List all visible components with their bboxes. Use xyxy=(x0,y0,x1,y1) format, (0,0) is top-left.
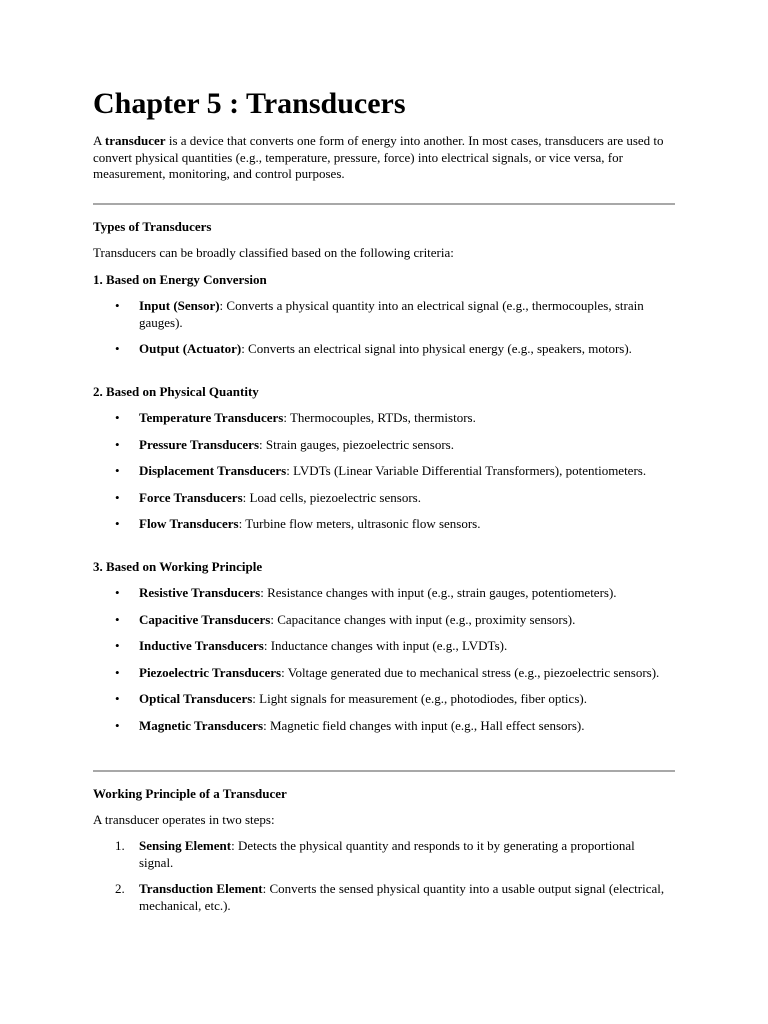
item-desc: : LVDTs (Linear Variable Differential Transformers), potentiometers. xyxy=(286,463,647,478)
intro-rest: is a device that converts one form of energy into another. In most cases, transducers are used to convert physical quantities (e.g., temperature, pressure, force) into electrical signals, or vice versa, for measurement, monitoring, and control purposes. xyxy=(93,133,664,181)
list-item xyxy=(93,718,665,735)
principle-heading: 3. Based on Working Principle xyxy=(93,559,263,574)
step-number: 2. xyxy=(115,881,125,896)
item-desc: : Load cells, piezoelectric sensors. xyxy=(242,489,421,505)
item-term: Force Transducers xyxy=(139,489,243,505)
energy-list xyxy=(93,298,675,368)
list-item xyxy=(93,585,665,602)
energy-heading: 1. Based on Energy Conversion xyxy=(93,272,267,287)
working-heading: Working Principle of a Transducer xyxy=(93,786,287,801)
step-number: 1. xyxy=(115,838,125,853)
list-item xyxy=(93,838,665,871)
types-heading: Types of Transducers xyxy=(93,219,212,234)
list-item xyxy=(93,341,665,358)
item-desc: : Magnetic field changes with input (e.g., Hall effect sensors). xyxy=(263,717,585,733)
list-item xyxy=(93,463,665,480)
list-item xyxy=(93,612,665,629)
item-term: Piezoelectric Transducers xyxy=(139,664,282,680)
intro-term: transducer xyxy=(104,133,166,148)
item-term: Flow Transducers xyxy=(139,516,239,531)
item-term: Output (Actuator) xyxy=(139,341,242,356)
item-desc: : Resistance changes with input (e.g., strain gauges, potentiometers). xyxy=(260,585,617,600)
list-item xyxy=(93,516,665,533)
physical-heading: 2. Based on Physical Quantity xyxy=(93,384,259,399)
list-item xyxy=(93,410,665,427)
item-term: Resistive Transducers xyxy=(139,585,261,600)
item-term: Magnetic Transducers xyxy=(139,717,264,733)
item-term: Displacement Transducers xyxy=(139,463,287,478)
item-desc: : Converts the sensed physical quantity into a usable output signal (electrical, mechanical, etc.). xyxy=(139,881,665,913)
item-desc: : Detects the physical quantity and responds to it by generating a proportional signal. xyxy=(139,838,635,870)
list-item xyxy=(93,638,665,655)
item-desc: : Inductance changes with input (e.g., LVDTs). xyxy=(263,638,508,653)
item-desc: : Voltage generated due to mechanical stress (e.g., piezoelectric sensors). xyxy=(281,664,660,680)
item-desc: : Strain gauges, piezoelectric sensors. xyxy=(259,436,454,452)
item-term: Sensing Element xyxy=(139,838,232,853)
item-desc: : Converts an electrical signal into physical energy (e.g., speakers, motors). xyxy=(241,341,632,356)
item-term: Transduction Element xyxy=(139,881,263,896)
list-item xyxy=(93,881,665,914)
item-term: Temperature Transducers xyxy=(139,410,284,425)
item-term: Inductive Transducers xyxy=(139,638,264,653)
item-term: Capacitive Transducers xyxy=(139,611,271,627)
types-text: Transducers can be broadly classified based on the following criteria: xyxy=(93,245,454,260)
item-term: Optical Transducers xyxy=(139,691,253,706)
item-desc: : Turbine flow meters, ultrasonic flow sensors. xyxy=(238,516,481,531)
item-desc: : Thermocouples, RTDs, thermistors. xyxy=(283,410,476,425)
list-item xyxy=(93,665,665,682)
physical-list xyxy=(93,410,675,543)
item-desc: : Converts a physical quantity into an electrical signal (e.g., thermocouples, strain gauges). xyxy=(139,298,644,330)
list-item xyxy=(93,298,665,331)
intro-lead: A xyxy=(93,133,105,148)
section-divider xyxy=(93,203,675,205)
item-term: Pressure Transducers xyxy=(139,436,260,452)
item-desc: : Light signals for measurement (e.g., photodiodes, fiber optics). xyxy=(252,691,587,706)
list-item xyxy=(93,437,665,454)
chapter-title: Chapter 5 : Transducers xyxy=(93,87,406,120)
working-steps xyxy=(93,838,675,924)
list-item xyxy=(93,490,665,507)
principle-list xyxy=(93,585,675,744)
item-term: Input (Sensor) xyxy=(139,298,220,313)
item-desc: : Capacitance changes with input (e.g., proximity sensors). xyxy=(270,611,576,627)
intro-paragraph xyxy=(93,133,675,183)
section-divider xyxy=(93,770,675,772)
list-item xyxy=(93,691,665,708)
working-text: A transducer operates in two steps: xyxy=(93,812,275,827)
